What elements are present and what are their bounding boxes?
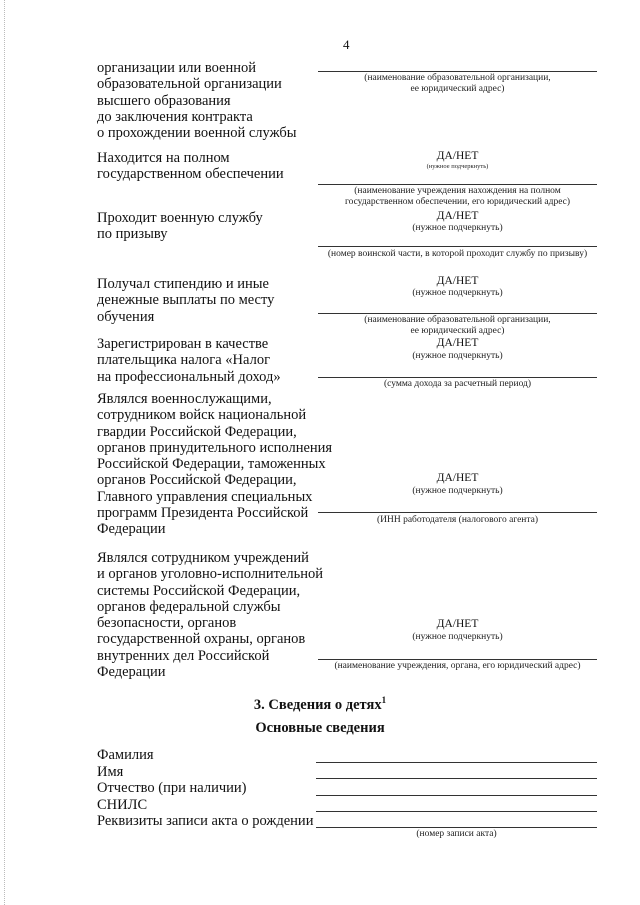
- field-line-snils[interactable]: [316, 811, 597, 812]
- row-label-stipend: Получал стипендию и иные денежные выплаты по месту обучения: [97, 276, 275, 325]
- page-number: 4: [343, 37, 350, 52]
- section-title-text: 3. Сведения о детях: [253, 696, 382, 713]
- scan-edge: [0, 0, 5, 905]
- field-label-name: Имя: [97, 764, 124, 780]
- row-label-self-employed-tax: Зарегистрирован в качестве плательщика налога «Налог на профессиональный доход»: [97, 336, 281, 385]
- yes-no-national-guard[interactable]: ДА/НЕТ: [436, 472, 479, 484]
- answer-line-law-enforcement[interactable]: [318, 659, 597, 660]
- answer-line-military-service[interactable]: [318, 246, 597, 247]
- row-label-law-enforcement: Являлся сотрудником учреждений и органов уголовно-исполнительной системы Российской Федерации, органов федеральной службы безопасности, органов государственной охраны, органов внутренних дел Российской Федерации: [97, 550, 323, 681]
- caption-birth-record: (номер записи акта): [416, 829, 497, 839]
- yes-no-law-enforcement[interactable]: ДА/НЕТ: [436, 618, 479, 630]
- answer-line-self-employed-tax[interactable]: [318, 377, 597, 378]
- subsection-title: Основные сведения: [255, 720, 385, 736]
- yes-no-military-service[interactable]: ДА/НЕТ: [436, 210, 479, 222]
- row-label-national-guard: Являлся военнослужащими, сотрудником войск национальной гвардии Российской Федерации, органов принудительного исполнения Российской Федерации, таможенных органов Российской Федерации, Главного управления специальных программ Президента Российской Федерации: [97, 391, 333, 538]
- caption-military-service: (номер воинской части, в которой проходит службу по призыву): [327, 249, 588, 259]
- field-line-surname[interactable]: [316, 762, 597, 763]
- caption-stipend: (наименование образовательной организации, ее юридический адрес): [364, 315, 551, 336]
- hint-military-service: (нужное подчеркнуть): [412, 223, 503, 233]
- section-title: [0, 695, 640, 714]
- field-line-patronymic[interactable]: [316, 795, 597, 796]
- caption-self-employed-tax: (сумма дохода за расчетный период): [383, 379, 532, 389]
- caption-national-guard: (ИНН работодателя (налогового агента): [376, 515, 539, 525]
- answer-line-national-guard[interactable]: [318, 512, 597, 513]
- hint-national-guard: (нужное подчеркнуть): [412, 486, 503, 496]
- yes-no-stipend[interactable]: ДА/НЕТ: [436, 275, 479, 287]
- field-label-surname: Фамилия: [97, 747, 154, 763]
- caption-law-enforcement: (наименование учреждения, органа, его юридический адрес): [334, 661, 581, 671]
- field-line-birth-record[interactable]: [316, 827, 597, 828]
- caption-state-support: (наименование учреждения нахождения на полном государственном обеспечении, его юридический адрес): [344, 186, 571, 207]
- answer-line-stipend[interactable]: [318, 313, 597, 314]
- field-label-birth-record: Реквизиты записи акта о рождении: [97, 813, 314, 829]
- hint-self-employed-tax: (нужное подчеркнуть): [412, 351, 503, 361]
- answer-line-state-support[interactable]: [318, 184, 597, 185]
- footnote-marker: 1: [381, 695, 387, 705]
- row-label-state-support: Находится на полном государственном обеспечении: [97, 150, 284, 183]
- hint-law-enforcement: (нужное подчеркнуть): [412, 632, 503, 642]
- row-label-education-org: организации или военной образовательной организации высшего образования до заключения контракта о прохождении военной службы: [97, 60, 297, 142]
- hint-state-support: (нужное подчеркнуть): [426, 163, 489, 170]
- yes-no-state-support[interactable]: ДА/НЕТ: [436, 150, 479, 162]
- row-label-military-service: Проходит военную службу по призыву: [97, 210, 263, 243]
- hint-stipend: (нужное подчеркнуть): [412, 288, 503, 298]
- field-label-snils: СНИЛС: [97, 797, 148, 813]
- yes-no-self-employed-tax[interactable]: ДА/НЕТ: [436, 337, 479, 349]
- field-line-name[interactable]: [316, 778, 597, 779]
- answer-line-education-org[interactable]: [318, 71, 597, 72]
- caption-education-org: (наименование образовательной организации, ее юридический адрес): [364, 73, 551, 94]
- field-label-patronymic: Отчество (при наличии): [97, 780, 247, 796]
